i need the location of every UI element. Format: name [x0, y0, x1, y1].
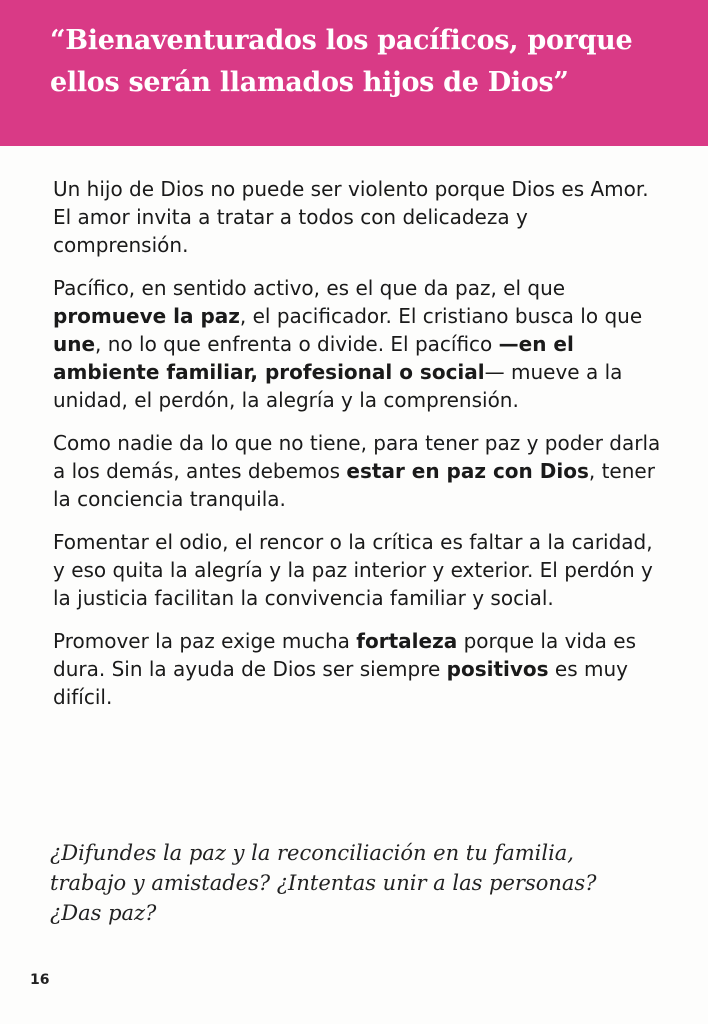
paragraph-text: es muy difícil.	[53, 657, 628, 709]
emphasis-text: estar en paz con Dios	[346, 459, 589, 483]
emphasis-text: positivos	[446, 657, 549, 681]
body-text	[53, 175, 665, 726]
paragraph-3	[53, 429, 665, 513]
paragraph-text: , tener la conciencia tranquila.	[53, 459, 655, 511]
paragraph-text: Promover la paz exige mucha	[53, 629, 357, 653]
paragraph-2	[53, 274, 665, 414]
paragraph-text: , el pacificador. El cristiano busca lo que	[239, 304, 643, 328]
paragraph-text: — mueve a la unidad, el perdón, la alegría y la comprensión.	[53, 360, 623, 412]
paragraph-text: Fomentar el odio, el rencor o la crítica es faltar a la caridad, y eso quita la alegría y la paz interior y exterior. El perdón y la justicia facilitan la convivencia familiar y social.	[53, 530, 653, 610]
emphasis-text: une	[53, 332, 96, 356]
paragraph-text: , no lo que enfrenta o divide. El pacífico	[95, 332, 499, 356]
page-title: “Bienaventurados los pacíficos, porque ellos serán llamados hijos de Dios”	[50, 25, 633, 98]
header-banner	[0, 0, 708, 146]
emphasis-text: promueve la paz	[53, 304, 240, 328]
paragraph-text: Pacífico, en sentido activo, es el que da paz, el que	[53, 276, 566, 300]
emphasis-text: fortaleza	[356, 629, 458, 653]
emphasis-text: —en el ambiente familiar, profesional o social	[53, 332, 574, 384]
page-number: 16	[30, 972, 50, 988]
paragraph-text: Como nadie da lo que no tiene, para tener paz y poder darla a los demás, antes debemos	[53, 431, 661, 483]
paragraph-4	[53, 528, 665, 612]
paragraph-text: porque la vida es dura. Sin la ayuda de Dios ser siempre	[53, 629, 637, 681]
paragraph-1	[53, 175, 665, 259]
reflection-question: ¿Difundes la paz y la reconciliación en tu familia, trabajo y amistades? ¿Intentas unir a las personas? ¿Das paz?	[50, 841, 597, 925]
paragraph-5	[53, 627, 665, 711]
paragraph-text: Un hijo de Dios no puede ser violento porque Dios es Amor. El amor invita a tratar a todos con delicadeza y comprensión.	[53, 177, 649, 257]
